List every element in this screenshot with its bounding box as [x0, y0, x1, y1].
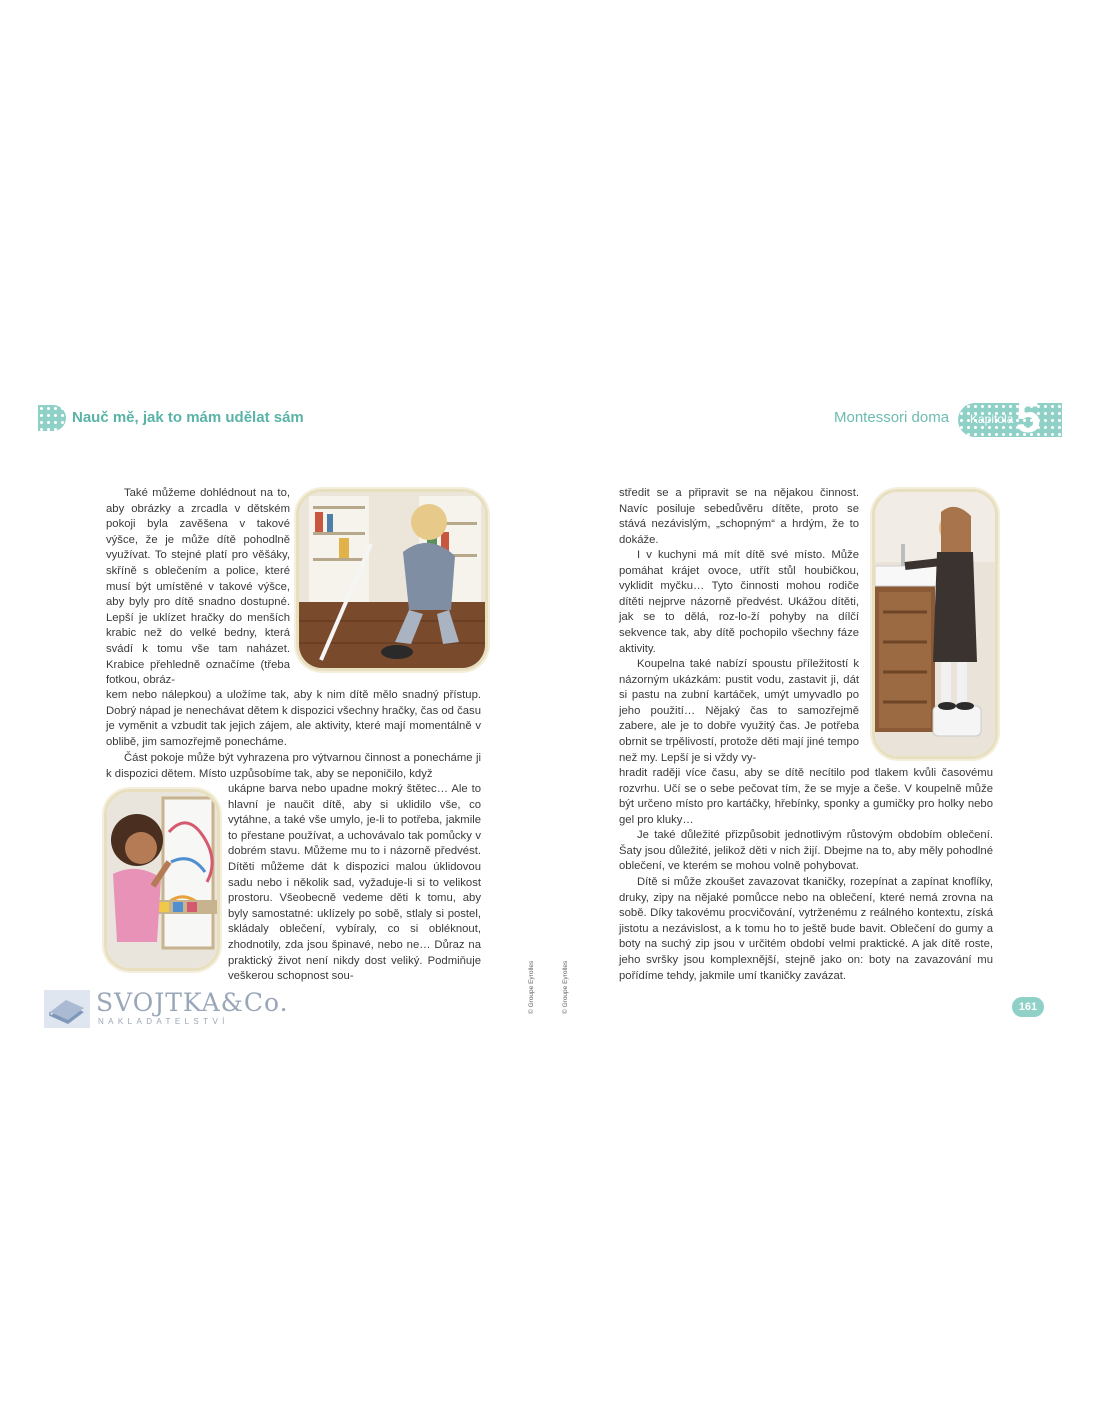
- left-paragraph-1-wrap: Také můžeme dohlédnout na to, aby obrázky a zrcadla v dětském pokoji byla zavěšena v takové výšce, že je může dítě pohodlně využívat. To stejné platí pro věšáky, skříně s oblečením a police, které musí být umístěné v takové výšce, aby byly pro dítě snadno dostupné. Lepší je uklízet hračky do menších krabic než do velké bedny, která svádí k tomu vše tam naházet. Krabice přehledně označíme (třeba fotkou, obráz-: [106, 487, 290, 687]
- left-paragraph-2-wrap: ukápne barva nebo upadne mokrý štětec… Ale to hlavní je naučit dítě, aby si uklidilo vše, co vytáhne, a také vše umylo, je-li to potřeba, jakmile to přestane používat, a uchovávalo tak pomůcky v dobrém stavu. Můžeme mu to i názorně předvést. Dítěti můžeme dát k dispozici malou úklidovou sadu nebo i několik sad, vyžaduje-li si to velikost prostoru. Všeobecně vedeme děti k tomu, aby byly samostatné: uklízely po sobě, stlaly si postel, skládaly oblečení, vybíraly, co si obléknout, zhodnotily, zda jsou špinavé, nebo ne… Důraz na praktický život není nikdy dost veliký. Podmiňuje veškerou schopnost sou-: [228, 783, 481, 983]
- photo-credit-right: © Groupe Eyrolles: [562, 960, 569, 1014]
- right-paragraph-5-full: Dítě si může zkoušet zavazovat tkaničky, rozepínat a zapínat knoflíky, druky, zipy na nějaké pomůcce nebo na oblečení, které nemá zrovna na sobě. Díky takovému procvičování, vytrženému z reálného kontextu, získá jistotu a nezávislost, a k tomu ho to ještě bude bavit. Oblečení do gumy a boty na suchý zip jsou v určitém období velmi praktické. A jak dítě roste, jeho svršky jsou komplexnější, stejně jako on: boty na zavazování mu pořídíme tehdy, jakmile umí tkaničky zavázat.: [619, 876, 993, 982]
- left-paragraph-1-full: kem nebo nálepkou) a uložíme tak, aby k nim dítě mělo snadný přístup. Dobrý nápad je nenechávat dětem k dispozici všechny hračky, čas od času je vyměnit a vzbudit tak jejich zájem, ale aktivity, které mají momentálně v oblibě, jim samozřejmě ponecháme.: [106, 689, 481, 748]
- right-paragraph-3-wrap: Koupelna také nabízí spoustu příležitostí k názorným ukázkám: pustit vodu, zastavit ji, dát si pastu na zubní kartáček, umýt umyvadlo po jeho použití… Nějaký čas to samozřejmě zabere, ale je to dobře využitý čas. Je potřeba obrnit se trpělivostí, protože děti mají jiné tempo než my. Lepší je si vždy vy-: [619, 658, 859, 764]
- photo-child-sweeping: [296, 489, 488, 671]
- publisher-logo-icon: [44, 990, 90, 1028]
- right-paragraph-3-full: hradit raději více času, aby se dítě necítilo pod tlakem kvůli časovému rozvrhu. Učí se o sebe pečovat tím, že se myje a češe. V koupelně může být určeno místo pro kartáčky, hřebínky, sponky a gumičky pro holky nebo gel pro kluky…: [619, 767, 993, 826]
- photo-credit-left: © Groupe Eyrolles: [528, 960, 535, 1014]
- right-paragraph-1-wrap: středit se a připravit se na nějakou činnost. Navíc posiluje sebedůvěru dítěte, proto se stává nezávislým, „schopným“ a hrdým, že to dokáže.: [619, 487, 859, 546]
- right-paragraph-2-wrap: I v kuchyni má mít dítě své místo. Může pomáhat krájet ovoce, utřít stůl houbičkou, vyklidit myčku… Tyto činnosti mohou rodiče dítěti nejprve názorně předvést. Ukážou dítěti, jak se to dělá, roz-lo-ží pohyby na dílčí sekvence tak, aby dítě pochopilo všechny fáze aktivity.: [619, 549, 859, 655]
- publisher-subtitle: NAKLADATELSTVÍ: [98, 1017, 229, 1026]
- running-header-right: Montessori doma: [834, 409, 950, 426]
- chapter-label: Kapitola: [970, 412, 1014, 426]
- photo-child-washing: [872, 489, 998, 759]
- publisher-name: SVOJTKA&Co.: [96, 988, 289, 1017]
- page-number: 161: [1012, 997, 1044, 1017]
- photo-child-painting: [104, 789, 220, 971]
- right-paragraph-4-full: Je také důležité přizpůsobit jednotlivým růstovým obdobím oblečení. Šaty jsou důležité, jelikož děti v nich žijí. Dbejme na to, aby měly pohodlné oblečení, ve kterém se mohou volně pohybovat.: [619, 829, 993, 873]
- header-tab-left: [38, 405, 66, 431]
- chapter-number: 5: [1016, 393, 1041, 442]
- running-header-left: Nauč mě, jak to mám udělat sám: [72, 409, 304, 426]
- left-paragraph-2-full: Část pokoje může být vyhrazena pro výtvarnou činnost a ponecháme ji k dispozici dětem. Místo uzpůsobíme tak, aby se neponičilo, když: [106, 752, 481, 780]
